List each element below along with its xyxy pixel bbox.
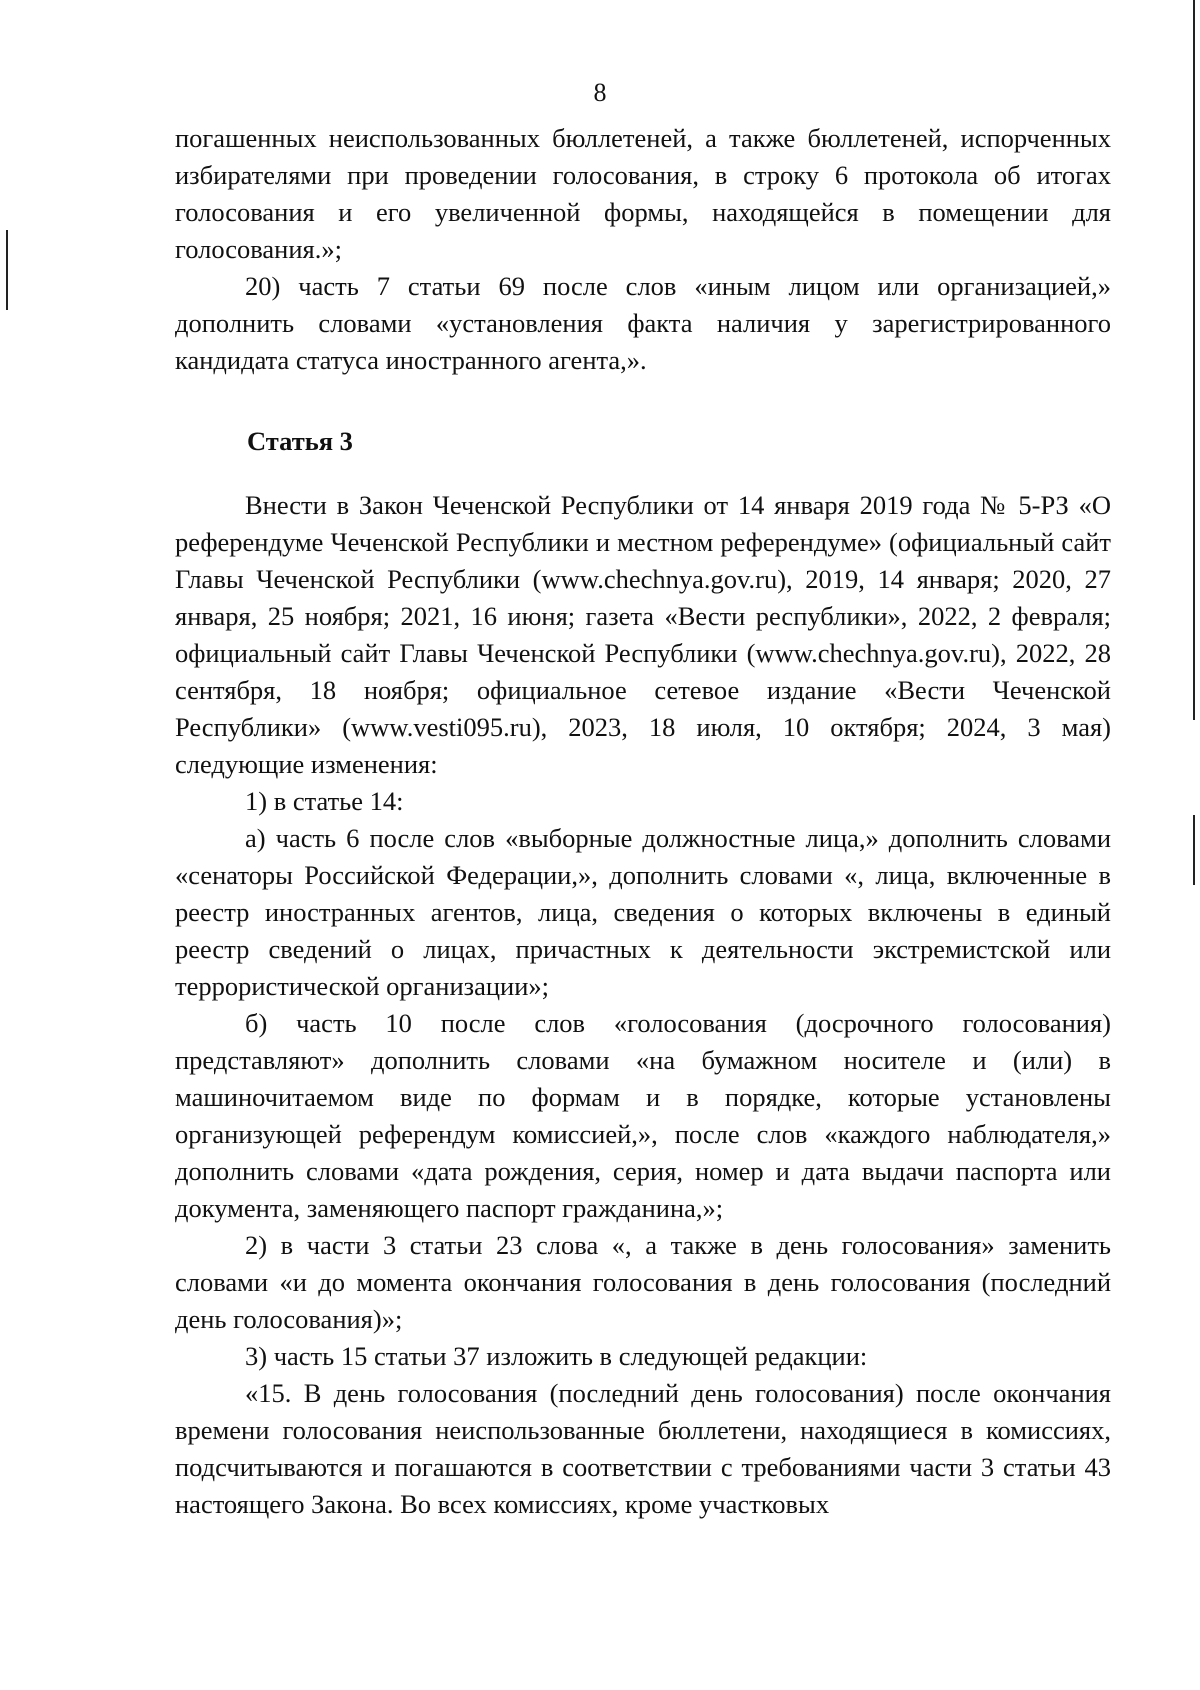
paragraph-item-1: 1) в статье 14: [245,786,404,816]
paragraph-quote-15: «15. В день голосования (последний день голосования) после окончания времени голосования неиспользованные бюллетени, находящиеся в комиссиях, подсчитываются и погашаются в соответствии с требованиями части 3 статьи 43 настоящего Закона. Во всех комиссиях, кроме участковых [175,1378,1111,1519]
continued-text [175,120,1111,379]
scan-edge-line-left [6,230,8,310]
scan-edge-line-right-bottom [1193,815,1195,885]
paragraph-item-1a: а) часть 6 после слов «выборные должностные лица,» дополнить словами «сенаторы Российской Федерации,», дополнить словами «, лица, включенные в реестр иностранных агентов, лица, сведения о которых включены в единый реестр сведений о лицах, причастных к деятельности экстремистской или террористической организации»; [175,823,1111,1001]
paragraph-item-1b: б) часть 10 после слов «голосования (досрочного голосования) представляют» дополнить словами «на бумажном носителе и (или) в машиночитаемом виде по формам и в порядке, которые установлены организующей референдум комиссией,», после слов «каждого наблюдателя,» дополнить словами «дата рождения, серия, номер и дата выдачи паспорта или документа, заменяющего паспорт гражданина,»; [175,1008,1111,1223]
page-number: 8 [593,78,607,107]
paragraph-continued: погашенных неиспользованных бюллетеней, а также бюллетеней, испорченных избирателями при проведении голосования, в строку 6 протокола об итогах голосования и его увеличенной формы, находящейся в помещении для голосования.»; [175,123,1111,264]
article-heading: Статья 3 [247,426,353,456]
paragraph-intro: Внести в Закон Чеченской Республики от 14 января 2019 года № 5-РЗ «О референдуме Чеченской Республики и местном референдуме» (официальный сайт Главы Чеченской Республики (www.chechnya.gov.ru), 2019, 14 января; 2020, 27 января, 25 ноября; 2021, 16 июня; газета «Вести республики», 2022, 2 февраля; официальный сайт Главы Чеченской Республики (www.chechnya.gov.ru), 2022, 28 сентября, 18 ноября; официальное сетевое издание «Вести Чеченской Республики» (www.vesti095.ru), 2023, 18 июля, 10 октября; 2024, 3 мая) следующие изменения: [175,490,1111,779]
paragraph-item-20: 20) часть 7 статьи 69 после слов «иным лицом или организацией,» дополнить словами «установления факта наличия у зарегистрированного кандидата статуса иностранного агента,». [175,271,1111,375]
paragraph-item-3: 3) часть 15 статьи 37 изложить в следующей редакции: [245,1341,868,1371]
paragraph-item-2: 2) в части 3 статьи 23 слова «, а также в день голосования» заменить словами «и до момента окончания голосования в день голосования (последний день голосования)»; [175,1230,1111,1334]
scan-edge-line-right-top [1193,0,1195,720]
article-body [175,487,1111,1523]
